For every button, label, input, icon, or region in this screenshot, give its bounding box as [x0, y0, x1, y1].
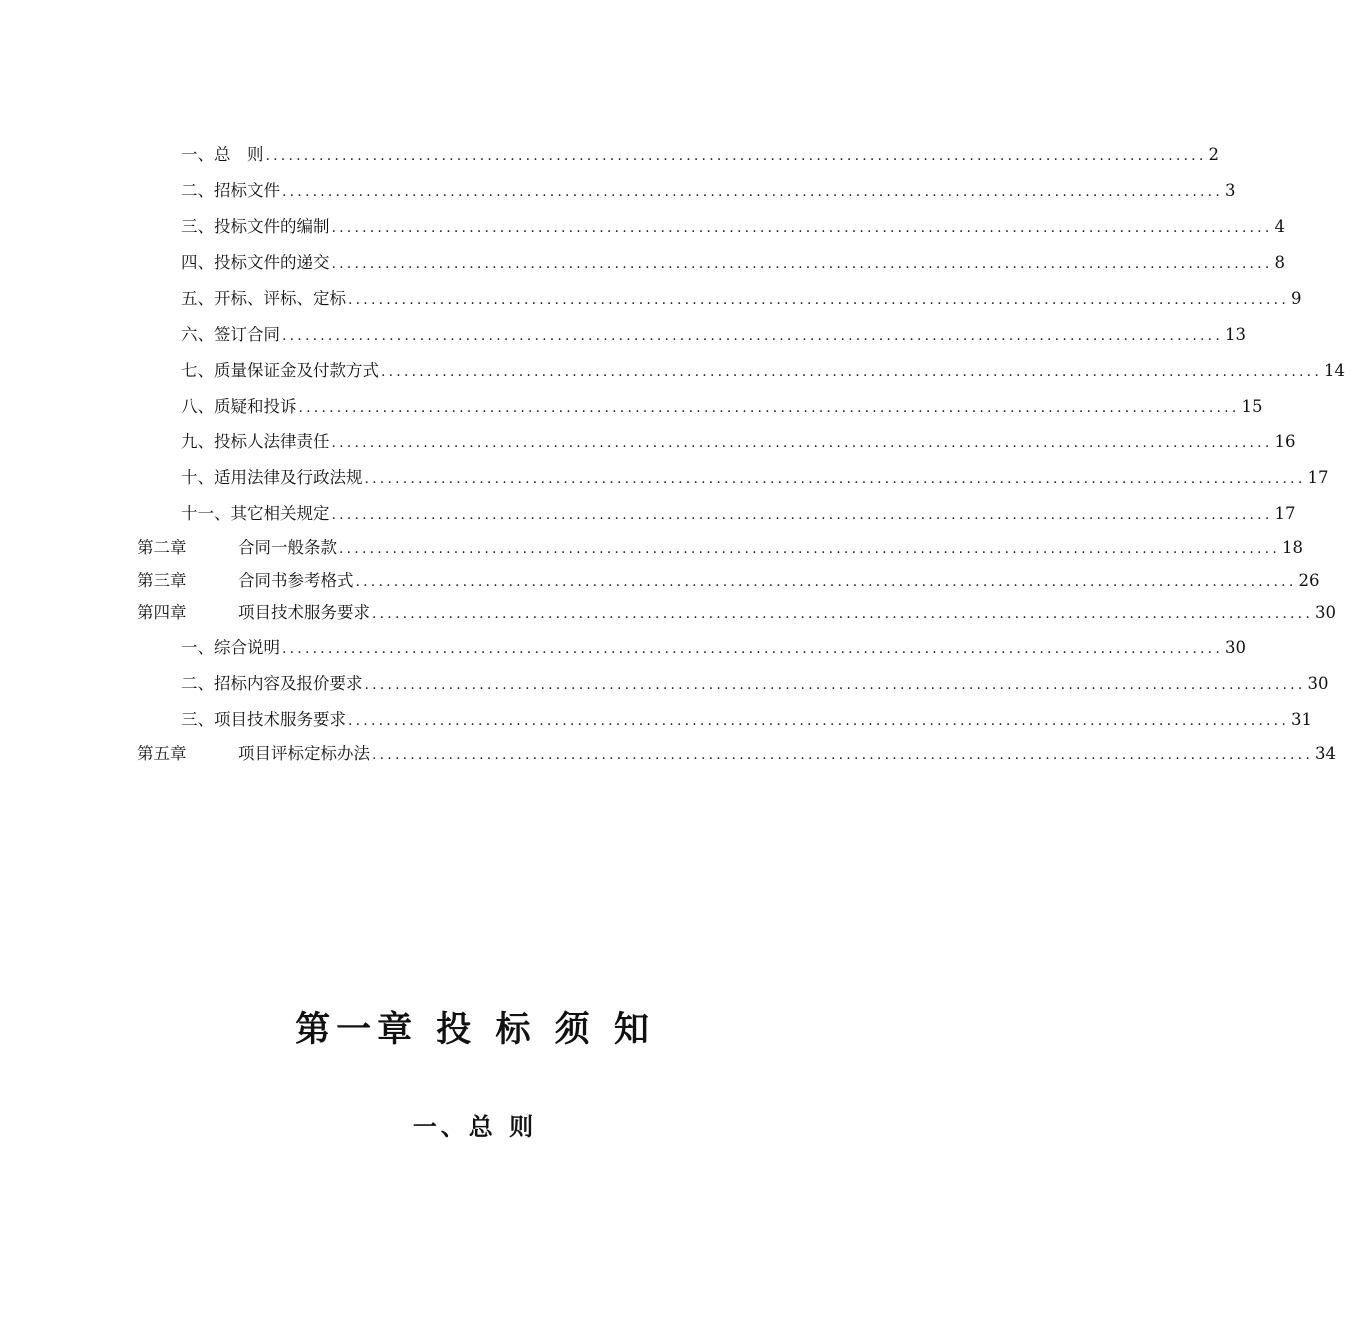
toc-page-number: 30 [1307, 674, 1329, 693]
toc-leader-dots: ........................................................................................................................... [364, 471, 1306, 487]
toc-page-number: 30 [1224, 638, 1246, 657]
toc-entry-title: 六、签订合同 [181, 325, 280, 344]
toc-entry-title: 项目技术服务要求 [238, 603, 370, 622]
toc-page-number: 8 [1274, 253, 1285, 272]
toc-leader-dots: ........................................................................................................................... [364, 677, 1306, 693]
toc-leader-dots: ........................................................................................................................... [372, 606, 1313, 622]
toc-chapter-number: 第二章 [137, 538, 187, 557]
toc-page-number: 34 [1314, 744, 1336, 763]
toc-leader-dots: ........................................................................................................................... [348, 713, 1289, 729]
toc-entry-title: 八、质疑和投诉 [181, 397, 297, 416]
toc-chapter-entry[interactable] [137, 596, 1336, 624]
toc-entry[interactable] [181, 318, 1246, 346]
toc-entry-title: 项目评标定标办法 [238, 744, 370, 763]
toc-leader-dots: ........................................................................................................................... [331, 220, 1273, 236]
toc-entry-title: 合同书参考格式 [238, 571, 354, 590]
toc-entry-title: 四、投标文件的递交 [181, 253, 330, 272]
toc-entry-title: 合同一般条款 [238, 538, 337, 557]
toc-entry-title: 十、适用法律及行政法规 [181, 468, 363, 487]
toc-entry[interactable] [181, 497, 1296, 525]
toc-leader-dots: ........................................................................................................................... [282, 328, 1223, 344]
toc-entry-title: 一、总 则 [181, 145, 264, 164]
toc-entry-title: 十一、其它相关规定 [181, 504, 330, 523]
toc-entry[interactable] [181, 210, 1285, 238]
toc-entry-title: 二、招标文件 [181, 181, 280, 200]
toc-page-number: 13 [1224, 325, 1246, 344]
toc-page-number: 31 [1290, 710, 1312, 729]
toc-page-number: 30 [1314, 603, 1336, 622]
toc-leader-dots: ........................................................................................................................... [348, 292, 1289, 308]
toc-chapter-number: 第四章 [137, 603, 187, 622]
toc-entry[interactable] [181, 425, 1296, 453]
toc-page-number: 4 [1274, 217, 1285, 236]
toc-leader-dots: ........................................................................................................................... [331, 256, 1273, 272]
toc-entry[interactable] [181, 354, 1345, 382]
chapter-title: 第一章 投 标 须 知 [295, 1009, 655, 1050]
section-title: 一、总 则 [412, 1112, 538, 1141]
toc-leader-dots: ........................................................................................................................... [339, 541, 1280, 557]
toc-chapter-number: 第三章 [137, 571, 187, 590]
toc-entry[interactable] [181, 461, 1329, 489]
toc-page-number: 3 [1224, 181, 1236, 200]
toc-leader-dots: ........................................................................................................................... [381, 364, 1322, 380]
toc-page-number: 14 [1323, 361, 1345, 380]
toc-chapter-entry[interactable] [137, 564, 1320, 592]
toc-entry-title: 二、招标内容及报价要求 [181, 674, 363, 693]
toc-leader-dots: ........................................................................................................................... [282, 641, 1223, 657]
toc-chapter-entry[interactable] [137, 531, 1303, 559]
toc-entry-title: 七、质量保证金及付款方式 [181, 361, 379, 380]
toc-leader-dots: ........................................................................................................................... [355, 574, 1297, 590]
toc-page-number: 15 [1241, 397, 1263, 416]
toc-page-number: 26 [1298, 571, 1320, 590]
toc-entry-title: 九、投标人法律责任 [181, 432, 330, 451]
toc-page-number: 16 [1274, 432, 1296, 451]
toc-leader-dots: ........................................................................................................................... [331, 507, 1273, 523]
toc-entry-title: 五、开标、评标、定标 [181, 289, 346, 308]
toc-chapter-entry[interactable] [137, 737, 1336, 765]
toc-chapter-number: 第五章 [137, 744, 187, 763]
toc-page-number: 18 [1281, 538, 1303, 557]
toc-entry[interactable] [181, 703, 1312, 731]
toc-entry[interactable] [181, 246, 1285, 274]
toc-leader-dots: ........................................................................................................................... [372, 747, 1313, 763]
toc-leader-dots: ........................................................................................................................... [265, 148, 1207, 164]
toc-page-number: 17 [1307, 468, 1329, 487]
toc-leader-dots: ........................................................................................................................... [298, 400, 1240, 416]
toc-entry-title: 三、项目技术服务要求 [181, 710, 346, 729]
toc-entry[interactable] [181, 138, 1219, 166]
toc-entry[interactable] [181, 631, 1246, 659]
toc-page-number: 2 [1208, 145, 1219, 164]
toc-page-number: 17 [1274, 504, 1296, 523]
toc-entry-title: 一、综合说明 [181, 638, 280, 657]
toc-page-number: 9 [1290, 289, 1302, 308]
toc-leader-dots: ........................................................................................................................... [331, 435, 1273, 451]
toc-entry[interactable] [181, 390, 1263, 418]
toc-leader-dots: ........................................................................................................................... [282, 184, 1223, 200]
toc-entry[interactable] [181, 282, 1302, 310]
toc-entry[interactable] [181, 667, 1329, 695]
toc-entry[interactable] [181, 174, 1236, 202]
toc-entry-title: 三、投标文件的编制 [181, 217, 330, 236]
